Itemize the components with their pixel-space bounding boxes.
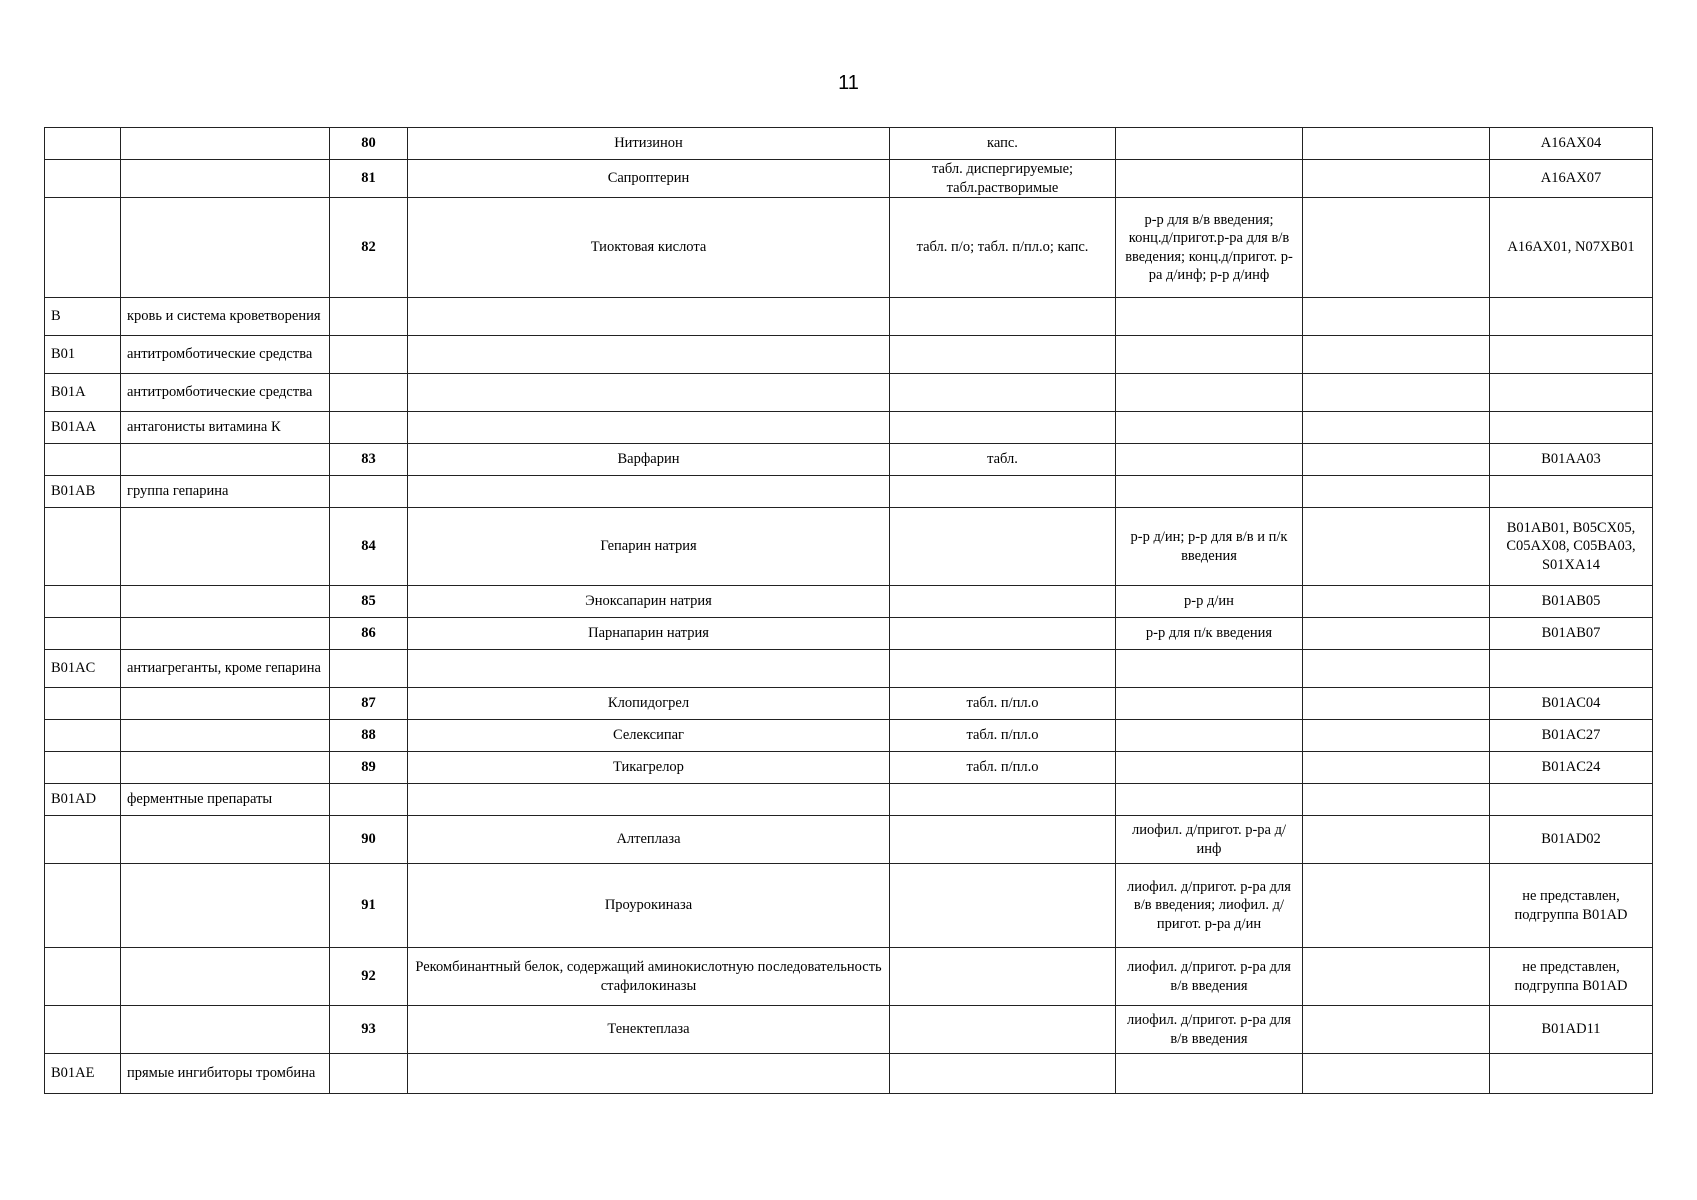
cell-group: антитромботические средства: [121, 336, 330, 374]
cell-atc-code: [1490, 650, 1653, 688]
cell-dosage-form: [890, 1006, 1116, 1054]
cell-group: [121, 444, 330, 476]
table-row: [45, 374, 1653, 412]
cell-extra: [1303, 508, 1490, 586]
cell-atc-code: [1490, 412, 1653, 444]
cell-dosage-form: капс.: [890, 128, 1116, 160]
cell-extra: [1303, 816, 1490, 864]
cell-code: [45, 864, 121, 948]
cell-drug-name: Сапроптерин: [408, 160, 890, 198]
cell-code: [45, 1006, 121, 1054]
cell-dosage-form-injectable: [1116, 444, 1303, 476]
table-row: [45, 586, 1653, 618]
cell-group: [121, 128, 330, 160]
cell-drug-name: Парнапарин натрия: [408, 618, 890, 650]
cell-drug-name: [408, 374, 890, 412]
cell-number: [330, 374, 408, 412]
table-row: [45, 816, 1653, 864]
cell-dosage-form: табл. диспергируемые; табл.растворимые: [890, 160, 1116, 198]
table-row: [45, 160, 1653, 198]
cell-dosage-form-injectable: [1116, 160, 1303, 198]
table-row: [45, 784, 1653, 816]
cell-number: 92: [330, 948, 408, 1006]
cell-drug-name: [408, 412, 890, 444]
cell-code: [45, 128, 121, 160]
cell-atc-code: B01AB07: [1490, 618, 1653, 650]
cell-atc-code: B01AC27: [1490, 720, 1653, 752]
table-row: [45, 752, 1653, 784]
cell-code: B01AA: [45, 412, 121, 444]
cell-drug-name: [408, 476, 890, 508]
cell-extra: [1303, 1006, 1490, 1054]
cell-drug-name: [408, 650, 890, 688]
cell-drug-name: Клопидогрел: [408, 688, 890, 720]
table-row: [45, 1054, 1653, 1094]
cell-dosage-form-injectable: [1116, 412, 1303, 444]
cell-number: 90: [330, 816, 408, 864]
cell-dosage-form: [890, 298, 1116, 336]
cell-code: [45, 508, 121, 586]
cell-code: [45, 586, 121, 618]
cell-dosage-form: [890, 1054, 1116, 1094]
cell-atc-code: [1490, 784, 1653, 816]
cell-drug-name: Тиоктовая кислота: [408, 198, 890, 298]
page-number: 11: [838, 72, 859, 94]
cell-group: антиагреганты, кроме гепарина: [121, 650, 330, 688]
cell-dosage-form: [890, 816, 1116, 864]
cell-dosage-form: табл. п/пл.о: [890, 688, 1116, 720]
cell-code: B01AE: [45, 1054, 121, 1094]
cell-atc-code: [1490, 298, 1653, 336]
cell-atc-code: A16AX07: [1490, 160, 1653, 198]
table-row: [45, 1006, 1653, 1054]
cell-group: кровь и система кроветворения: [121, 298, 330, 336]
cell-code: [45, 198, 121, 298]
cell-dosage-form: [890, 618, 1116, 650]
cell-code: [45, 618, 121, 650]
cell-code: B01AC: [45, 650, 121, 688]
cell-dosage-form: [890, 374, 1116, 412]
cell-dosage-form-injectable: р-р для в/в введения; конц.д/пригот.р-ра для в/в введения; конц.д/пригот. р-ра д/инф; р-р д/инф: [1116, 198, 1303, 298]
cell-dosage-form-injectable: лиофил. д/пригот. р-ра для в/в введения; лиофил. д/пригот. р-ра д/ин: [1116, 864, 1303, 948]
cell-dosage-form-injectable: р-р д/ин: [1116, 586, 1303, 618]
cell-code: [45, 948, 121, 1006]
cell-extra: [1303, 1054, 1490, 1094]
cell-group: [121, 1006, 330, 1054]
cell-code: [45, 752, 121, 784]
cell-dosage-form: табл. п/пл.о: [890, 752, 1116, 784]
cell-drug-name: Рекомбинантный белок, содержащий аминокислотную последовательность стафилокиназы: [408, 948, 890, 1006]
cell-dosage-form: [890, 508, 1116, 586]
table-row: [45, 864, 1653, 948]
cell-number: [330, 298, 408, 336]
cell-atc-code: A16AX01, N07XB01: [1490, 198, 1653, 298]
cell-extra: [1303, 752, 1490, 784]
cell-group: [121, 720, 330, 752]
cell-number: [330, 1054, 408, 1094]
cell-extra: [1303, 476, 1490, 508]
cell-number: [330, 476, 408, 508]
cell-dosage-form: табл. п/пл.о: [890, 720, 1116, 752]
cell-code: [45, 444, 121, 476]
cell-group: [121, 864, 330, 948]
cell-extra: [1303, 864, 1490, 948]
table-row: [45, 476, 1653, 508]
cell-dosage-form-injectable: [1116, 298, 1303, 336]
cell-drug-name: Нитизинон: [408, 128, 890, 160]
cell-dosage-form-injectable: р-р д/ин; р-р для в/в и п/к введения: [1116, 508, 1303, 586]
cell-code: [45, 816, 121, 864]
cell-atc-code: B01AB01, B05CX05, C05AX08, C05BA03, S01XA14: [1490, 508, 1653, 586]
table-row: [45, 618, 1653, 650]
cell-code: [45, 688, 121, 720]
cell-drug-name: Варфарин: [408, 444, 890, 476]
cell-extra: [1303, 618, 1490, 650]
cell-extra: [1303, 412, 1490, 444]
cell-drug-name: [408, 1054, 890, 1094]
cell-dosage-form: табл.: [890, 444, 1116, 476]
cell-group: антагонисты витамина К: [121, 412, 330, 444]
cell-number: [330, 412, 408, 444]
cell-drug-name: Селексипаг: [408, 720, 890, 752]
cell-code: [45, 720, 121, 752]
cell-drug-name: Тикагрелор: [408, 752, 890, 784]
cell-group: [121, 586, 330, 618]
cell-atc-code: A16AX04: [1490, 128, 1653, 160]
cell-code: B: [45, 298, 121, 336]
cell-code: B01AB: [45, 476, 121, 508]
cell-drug-name: Гепарин натрия: [408, 508, 890, 586]
cell-dosage-form: [890, 412, 1116, 444]
cell-number: 88: [330, 720, 408, 752]
cell-dosage-form-injectable: [1116, 336, 1303, 374]
cell-dosage-form: [890, 650, 1116, 688]
cell-extra: [1303, 128, 1490, 160]
cell-atc-code: B01AD11: [1490, 1006, 1653, 1054]
cell-group: [121, 618, 330, 650]
cell-dosage-form: [890, 336, 1116, 374]
cell-dosage-form-injectable: [1116, 476, 1303, 508]
cell-dosage-form: [890, 864, 1116, 948]
cell-atc-code: B01AC04: [1490, 688, 1653, 720]
cell-extra: [1303, 784, 1490, 816]
cell-extra: [1303, 688, 1490, 720]
cell-extra: [1303, 374, 1490, 412]
cell-dosage-form-injectable: лиофил. д/пригот. р-ра для в/в введения: [1116, 1006, 1303, 1054]
cell-extra: [1303, 298, 1490, 336]
cell-group: [121, 160, 330, 198]
cell-code: B01A: [45, 374, 121, 412]
cell-drug-name: [408, 336, 890, 374]
cell-number: 84: [330, 508, 408, 586]
cell-dosage-form: [890, 586, 1116, 618]
cell-atc-code: B01AB05: [1490, 586, 1653, 618]
table-row: [45, 128, 1653, 160]
cell-drug-name: [408, 784, 890, 816]
cell-dosage-form-injectable: [1116, 374, 1303, 412]
cell-dosage-form: табл. п/о; табл. п/пл.о; капс.: [890, 198, 1116, 298]
cell-drug-name: Тенектеплаза: [408, 1006, 890, 1054]
cell-atc-code: [1490, 476, 1653, 508]
cell-group: [121, 816, 330, 864]
cell-atc-code: [1490, 374, 1653, 412]
table-row: [45, 508, 1653, 586]
cell-number: 87: [330, 688, 408, 720]
table-row: [45, 688, 1653, 720]
cell-atc-code: [1490, 336, 1653, 374]
table-row: [45, 198, 1653, 298]
cell-atc-code: B01AD02: [1490, 816, 1653, 864]
cell-group: группа гепарина: [121, 476, 330, 508]
cell-dosage-form-injectable: [1116, 688, 1303, 720]
cell-drug-name: [408, 298, 890, 336]
cell-number: 82: [330, 198, 408, 298]
cell-number: [330, 650, 408, 688]
cell-dosage-form-injectable: [1116, 1054, 1303, 1094]
cell-number: 86: [330, 618, 408, 650]
cell-atc-code: не представлен, подгруппа B01AD: [1490, 864, 1653, 948]
cell-group: антитромботические средства: [121, 374, 330, 412]
cell-group: [121, 948, 330, 1006]
table-row: [45, 948, 1653, 1006]
cell-dosage-form-injectable: лиофил. д/пригот. р-ра д/инф: [1116, 816, 1303, 864]
cell-extra: [1303, 198, 1490, 298]
cell-extra: [1303, 720, 1490, 752]
cell-number: [330, 784, 408, 816]
cell-extra: [1303, 444, 1490, 476]
cell-atc-code: [1490, 1054, 1653, 1094]
cell-atc-code: не представлен, подгруппа B01AD: [1490, 948, 1653, 1006]
cell-drug-name: Эноксапарин натрия: [408, 586, 890, 618]
cell-code: B01AD: [45, 784, 121, 816]
cell-extra: [1303, 336, 1490, 374]
cell-drug-name: Проурокиназа: [408, 864, 890, 948]
cell-dosage-form: [890, 476, 1116, 508]
table-row: [45, 412, 1653, 444]
cell-number: 81: [330, 160, 408, 198]
table-row: [45, 720, 1653, 752]
cell-number: 80: [330, 128, 408, 160]
cell-number: 83: [330, 444, 408, 476]
cell-atc-code: B01AC24: [1490, 752, 1653, 784]
cell-group: прямые ингибиторы тромбина: [121, 1054, 330, 1094]
cell-extra: [1303, 586, 1490, 618]
cell-extra: [1303, 948, 1490, 1006]
cell-extra: [1303, 650, 1490, 688]
cell-number: 91: [330, 864, 408, 948]
cell-dosage-form-injectable: [1116, 752, 1303, 784]
table-row: [45, 650, 1653, 688]
table-row: [45, 444, 1653, 476]
table-row: [45, 298, 1653, 336]
cell-dosage-form-injectable: [1116, 720, 1303, 752]
cell-drug-name: Алтеплаза: [408, 816, 890, 864]
cell-number: [330, 336, 408, 374]
cell-dosage-form: [890, 784, 1116, 816]
cell-code: B01: [45, 336, 121, 374]
cell-extra: [1303, 160, 1490, 198]
cell-group: [121, 508, 330, 586]
cell-group: [121, 688, 330, 720]
cell-group: [121, 198, 330, 298]
cell-group: ферментные препараты: [121, 784, 330, 816]
table-row: [45, 336, 1653, 374]
cell-atc-code: B01AA03: [1490, 444, 1653, 476]
cell-group: [121, 752, 330, 784]
cell-number: 85: [330, 586, 408, 618]
cell-number: 93: [330, 1006, 408, 1054]
cell-dosage-form-injectable: [1116, 650, 1303, 688]
cell-number: 89: [330, 752, 408, 784]
cell-code: [45, 160, 121, 198]
cell-dosage-form: [890, 948, 1116, 1006]
cell-dosage-form-injectable: [1116, 128, 1303, 160]
cell-dosage-form-injectable: лиофил. д/пригот. р-ра для в/в введения: [1116, 948, 1303, 1006]
cell-dosage-form-injectable: р-р для п/к введения: [1116, 618, 1303, 650]
cell-dosage-form-injectable: [1116, 784, 1303, 816]
drug-table: [44, 127, 1653, 1094]
